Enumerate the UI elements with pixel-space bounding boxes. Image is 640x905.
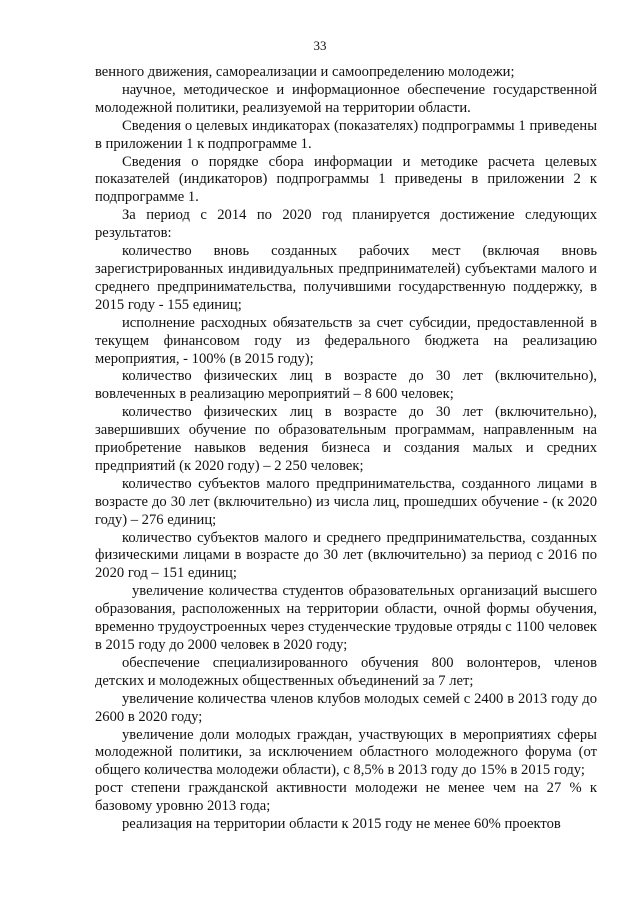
paragraph: За период с 2014 по 2020 год планируется достижение следующих результатов: [95, 207, 597, 242]
paragraph: количество физических лиц в возрасте до 30 лет (включительно), завершивших обучение по образовательным программам, направленным на приобретение навыков ведения бизнеса и создания малых и средних предприятий (к 2020 году) – 2 250 человек; [95, 404, 597, 474]
paragraph: рост степени гражданской активности молодежи не менее чем на 27 % к базовому уровню 2013 года; [95, 780, 597, 815]
paragraph: увеличение количества членов клубов молодых семей с 2400 в 2013 году до 2600 в 2020 году; [95, 690, 597, 725]
paragraph: Сведения о целевых индикаторах (показателях) подпрограммы 1 приведены в приложении 1 к подпрограмме 1. [95, 117, 597, 152]
paragraph: увеличение количества студентов образовательных организаций высшего образования, расположенных на территории области, очной формы обучения, временно трудоустроенных через студенческие трудовые отряды с 1100 человек в 2015 году до 2000 человек в 2020 году; [95, 583, 597, 653]
paragraph: исполнение расходных обязательств за счет субсидии, предоставленной в текущем финансовом году из федерального бюджета на реализацию мероприятия, - 100% (в 2015 году); [95, 314, 597, 367]
paragraph: количество субъектов малого и среднего предпринимательства, созданных физическими лицами в возрасте до 30 лет (включительно) за период с 2016 по 2020 год – 151 единиц; [95, 529, 597, 582]
paragraph: Сведения о порядке сбора информации и методике расчета целевых показателей (индикаторов) подпрограммы 1 приведены в приложении 2 к подпрограмме 1. [95, 153, 597, 206]
paragraph: венного движения, самореализации и самоопределению молодежи; [95, 64, 515, 80]
page-number: 33 [313, 38, 327, 53]
paragraph: увеличение доли молодых граждан, участвующих в мероприятиях сферы молодежной политики, за исключением областного молодежного форума (от общего количества молодежи области), с 8,5% в 2013 году до 15% в 2015 году; [95, 726, 597, 779]
paragraph: количество субъектов малого предпринимательства, созданного лицами в возрасте до 30 лет (включительно) из числа лиц, прошедших обучение - (к 2020 году) – 276 единиц; [95, 475, 597, 528]
paragraph: научное, методическое и информационное обеспечение государственной молодежной политики, реализуемой на территории области. [95, 81, 597, 116]
paragraph: количество физических лиц в возрасте до 30 лет (включительно), вовлеченных в реализацию мероприятий – 8 600 человек; [95, 368, 597, 403]
paragraph: количество вновь созданных рабочих мест (включая вновь зарегистрированных индивидуальных предпринимателей) субъектами малого и среднего предпринимательства, получившими государственную поддержку, в 2015 году - 155 единиц; [95, 243, 597, 313]
paragraph: обеспечение специализированного обучения 800 волонтеров, членов детских и молодежных общественных объединений за 7 лет; [95, 654, 597, 689]
document-body [95, 64, 597, 834]
paragraph: реализация на территории области к 2015 году не менее 60% проектов [122, 816, 561, 833]
